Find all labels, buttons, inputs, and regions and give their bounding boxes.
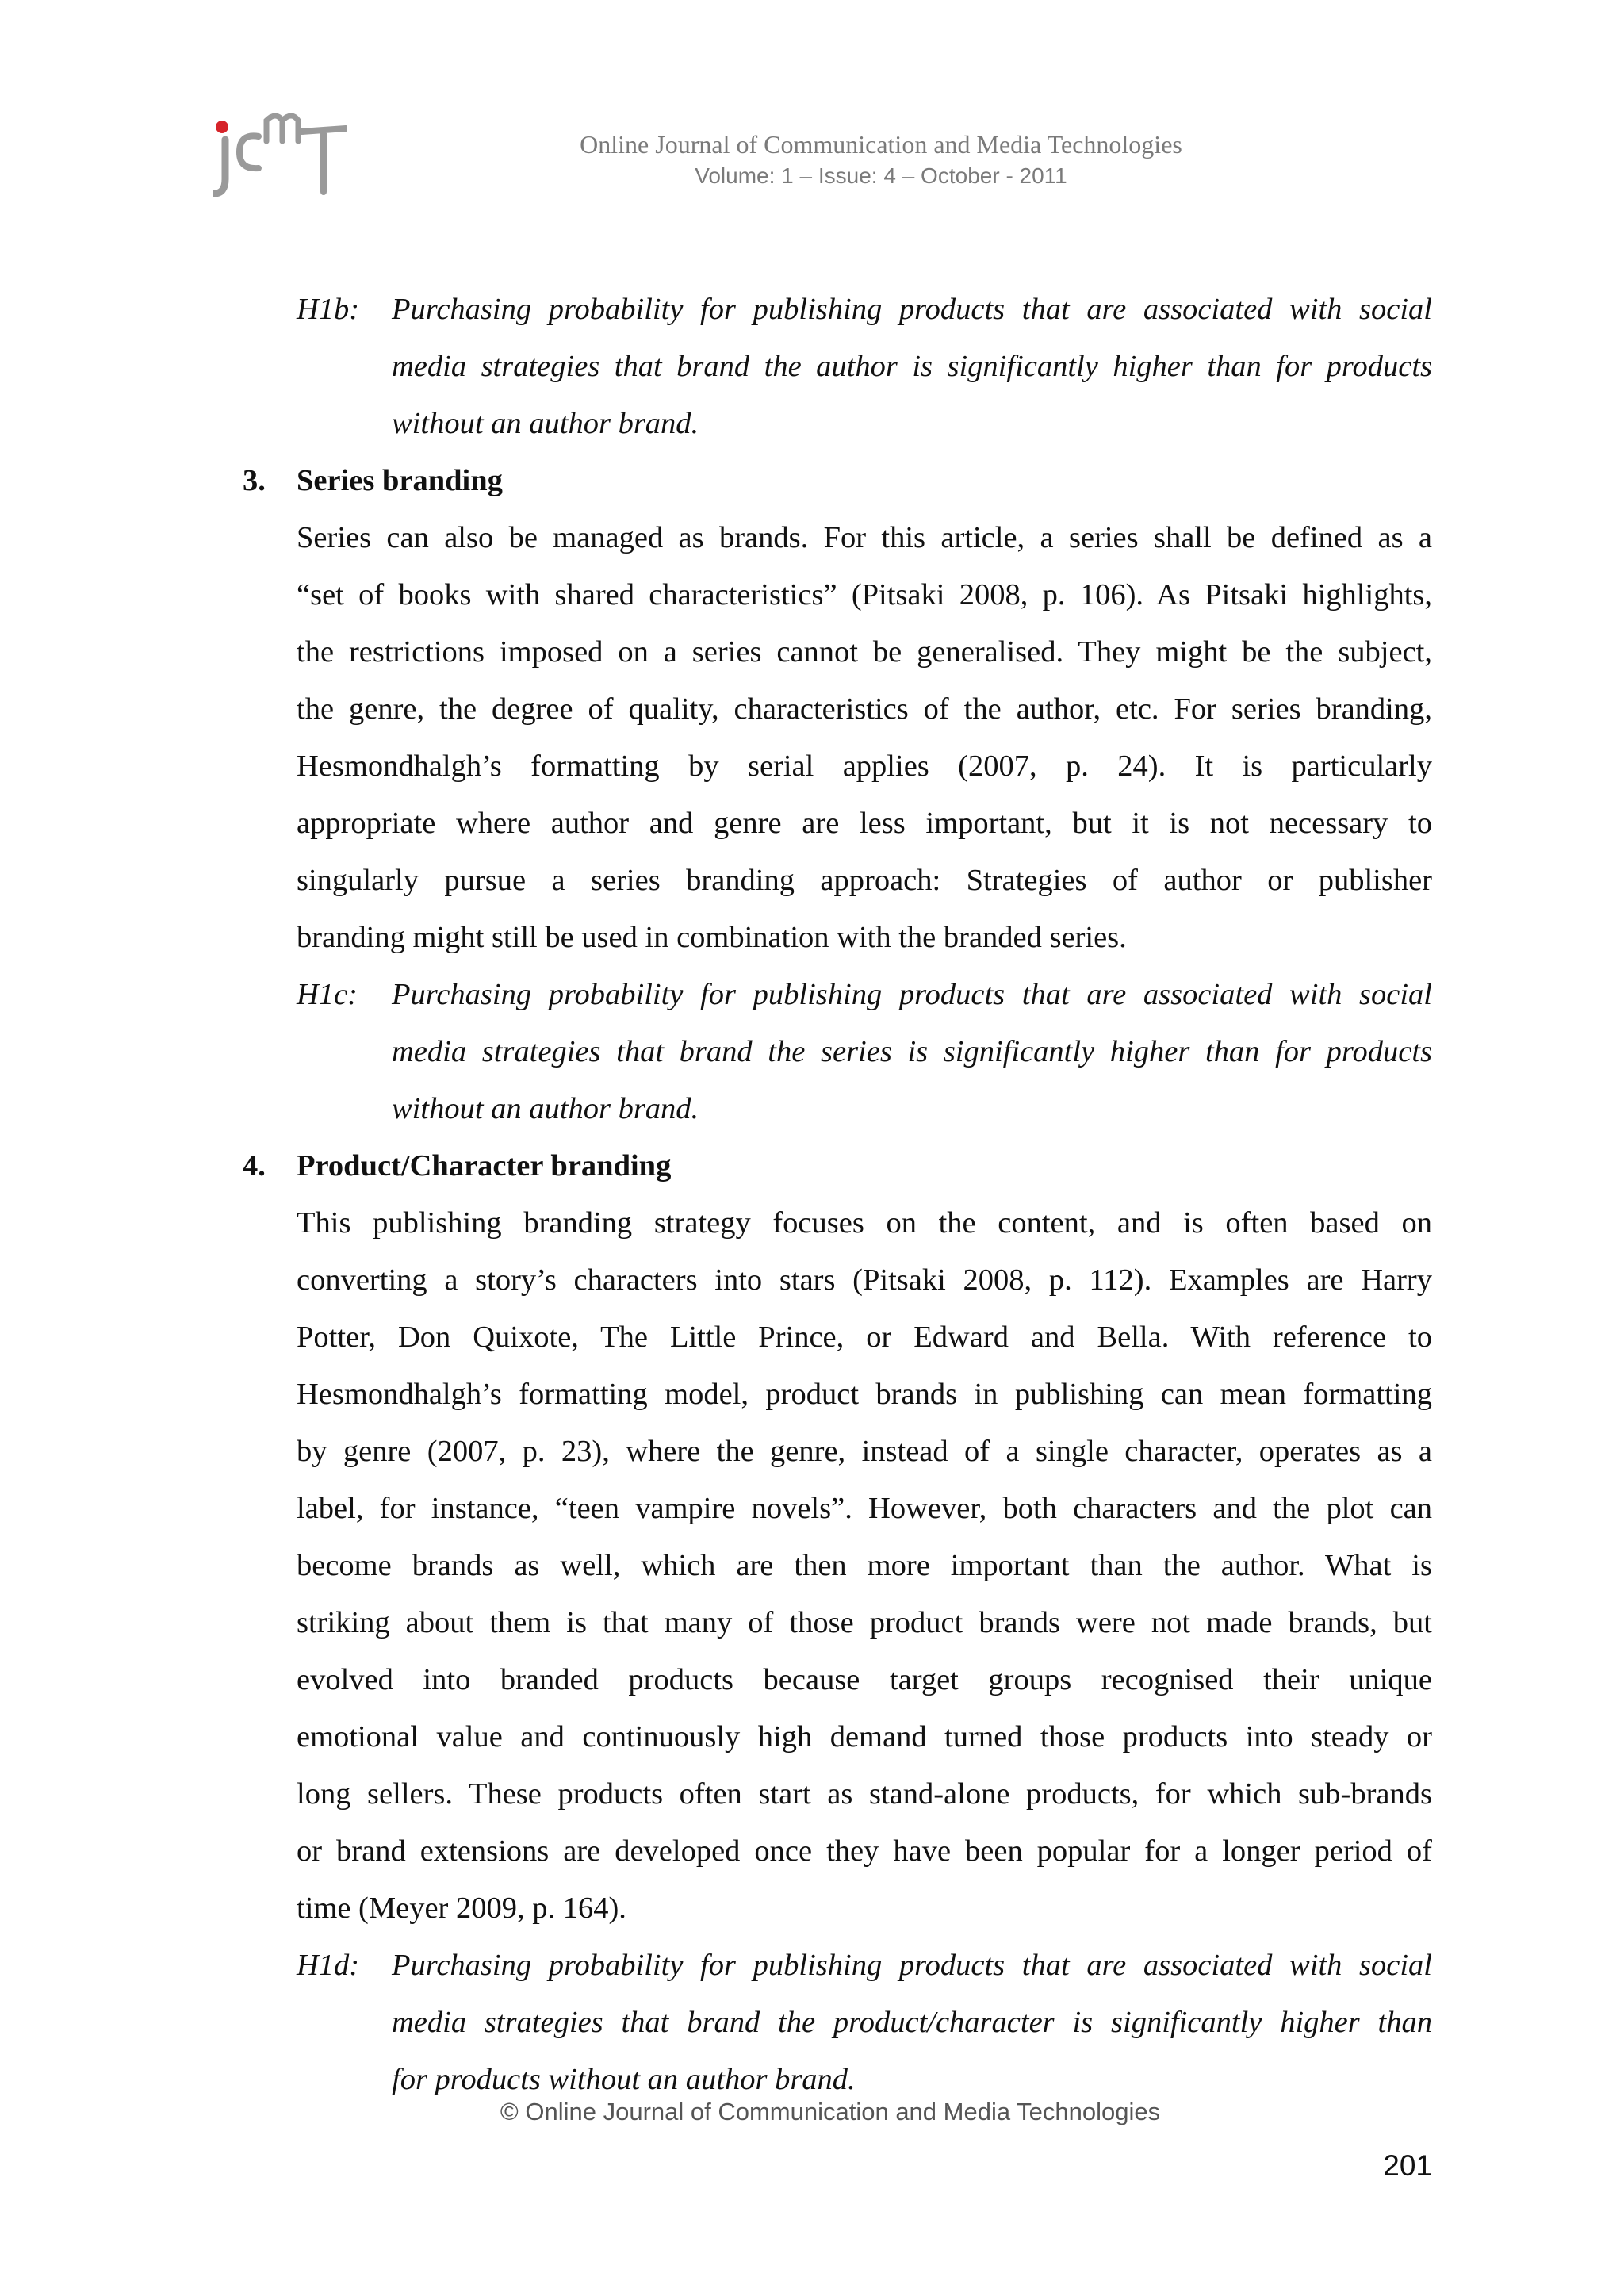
hypothesis-line: without an author brand. — [392, 1092, 699, 1125]
paragraph-line: appropriate where author and genre are less important, but it is not necessary to — [297, 807, 1432, 840]
paragraph-line: or brand extensions are developed once they have been popular for a longer period of — [297, 1834, 1432, 1868]
paragraph-line: singularly pursue a series branding approach: Strategies of author or publisher — [297, 864, 1432, 897]
paragraph-line: time (Meyer 2009, p. 164). — [297, 1892, 626, 1925]
hypothesis-label: H1d: — [297, 1949, 360, 1982]
hypothesis-label: H1c: — [297, 978, 358, 1011]
paragraph-line: the restrictions imposed on a series cannot be generalised. They might be the subject, — [297, 635, 1432, 669]
footer-copyright: © Online Journal of Communication and Media Technologies — [500, 2098, 1161, 2125]
hypothesis-line: Purchasing probability for publishing products that are associated with social — [392, 293, 1432, 326]
paragraph-line: by genre (2007, p. 23), where the genre, instead of a single character, operates as a — [297, 1435, 1432, 1468]
paragraph-line: label, for instance, “teen vampire novels”. However, both characters and the plot can — [297, 1492, 1432, 1525]
hypothesis-h1d — [243, 1937, 1432, 2108]
paragraph-line: Hesmondhalgh’s formatting by serial applies (2007, p. 24). It is particularly — [297, 749, 1432, 783]
section-number: 4. — [243, 1149, 266, 1182]
paragraph-line: become brands as well, which are then more important than the author. What is — [297, 1549, 1432, 1582]
hypothesis-line: media strategies that brand the author is significantly higher than for products — [392, 350, 1432, 383]
hypothesis-h1c — [243, 966, 1432, 1137]
hypothesis-line: Purchasing probability for publishing products that are associated with social — [392, 1949, 1432, 1982]
issue-info: Volume: 1 – Issue: 4 – October - 2011 — [695, 163, 1067, 188]
paragraph-line: the genre, the degree of quality, characteristics of the author, etc. For series branding, — [297, 692, 1432, 726]
paragraph-line: converting a story’s characters into stars (Pitsaki 2008, p. 112). Examples are Harry — [297, 1263, 1432, 1297]
hypothesis-h1b — [243, 281, 1432, 452]
section-heading-product-character-branding — [243, 1137, 1432, 1194]
journal-title: Online Journal of Communication and Media Technologies — [580, 130, 1182, 159]
hypothesis-line: without an author brand. — [392, 407, 699, 440]
article-body — [243, 281, 1432, 2108]
paragraph-line: emotional value and continuously high demand turned those products into steady or — [297, 1720, 1432, 1754]
hypothesis-line: media strategies that brand the product/character is significantly higher than — [392, 2006, 1432, 2039]
section-heading-series-branding — [243, 452, 1432, 509]
section-title: Series branding — [297, 464, 503, 497]
section-number: 3. — [243, 464, 266, 497]
paragraph-line: “set of books with shared characteristics” (Pitsaki 2008, p. 106). As Pitsaki highlights, — [297, 578, 1432, 611]
hypothesis-line: Purchasing probability for publishing products that are associated with social — [392, 978, 1432, 1011]
paragraph-line: branding might still be used in combination with the branded series. — [297, 921, 1127, 954]
paragraph-line: striking about them is that many of those product brands were not made brands, but — [297, 1606, 1432, 1639]
hypothesis-line: media strategies that brand the series is significantly higher than for products — [392, 1035, 1432, 1068]
paragraph-line: This publishing branding strategy focuses on the content, and is often based on — [297, 1206, 1432, 1240]
paragraph-line: evolved into branded products because target groups recognised their unique — [297, 1663, 1432, 1696]
paragraph-line: Hesmondhalgh’s formatting model, product brands in publishing can mean formatting — [297, 1378, 1432, 1411]
hypothesis-line: for products without an author brand. — [392, 2063, 856, 2096]
paragraph-line: long sellers. These products often start as stand-alone products, for which sub-brands — [297, 1777, 1432, 1811]
hypothesis-label: H1b: — [297, 293, 360, 326]
paragraph-line: Potter, Don Quixote, The Little Prince, or Edward and Bella. With reference to — [297, 1320, 1432, 1354]
page-number: 201 — [1383, 2149, 1432, 2182]
paragraph-line: Series can also be managed as brands. For this article, a series shall be defined as a — [297, 521, 1432, 554]
section-title: Product/Character branding — [297, 1149, 672, 1182]
